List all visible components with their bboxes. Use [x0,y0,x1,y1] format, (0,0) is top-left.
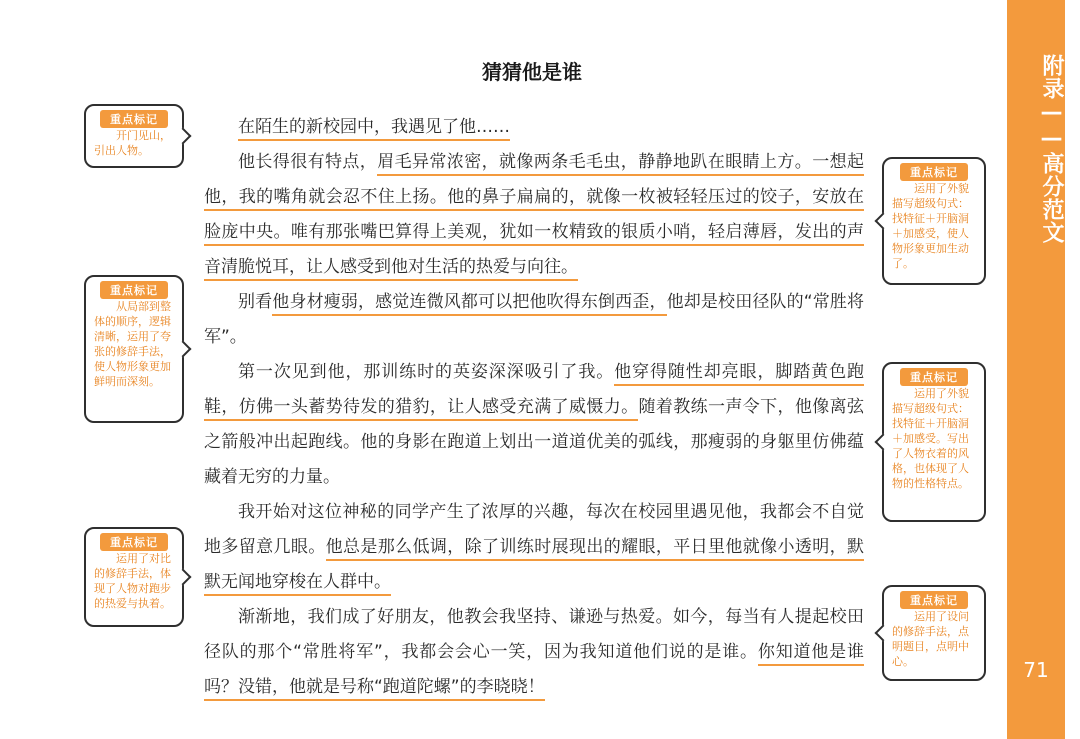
note-text: 运用了外貌描写超级句式：找特征＋开脑洞＋加感受，使人物形象更加生动了。 [892,182,969,270]
plain-text: 第一次见到他，那训练时的英姿深深吸引了我。 [238,362,615,382]
note-tag: 重点标记 [100,281,168,299]
note-tag: 重点标记 [900,163,968,181]
side-strip [1007,0,1065,739]
paragraph-1 [204,110,864,145]
plain-text: 随着教练一声令下，他像离弦之箭般冲出起跑线。他的身影在跑道上划出一道道优美的弧线，那瘦弱的身躯里仿佛蕴藏着无穷的力量。 [204,397,865,487]
note-text: 运用了设问的修辞手法，点明题目，点明中心。 [892,610,969,668]
note-text: 从局部到整体的顺序，逻辑清晰，运用了夸张的修辞手法，使人物形象更加鲜明而深刻。 [94,300,171,388]
paragraph-2 [204,145,864,285]
note-tag: 重点标记 [900,368,968,386]
plain-text: 他长得很有特点， [238,152,378,172]
underlined-text: 在陌生的新校园中，我遇见了他…… [238,117,510,141]
note-text: 开门见山，引出人物。 [94,129,171,157]
plain-text: 别看 [238,292,273,312]
page-number: 71 [1023,658,1049,682]
note-contrast [84,527,184,627]
underlined-text: 他身材瘦弱，感觉连微风都可以把他吹得东倒西歪， [272,292,666,316]
note-appearance-2 [882,362,986,522]
note-open-topic [84,104,184,168]
note-text: 运用了外貌描写超级句式：找特征＋开脑洞＋加感受。写出了人物衣着的风格，也体现了人物的性格特点。 [892,387,969,490]
underlined-text: 眉毛异常浓密，就像两条毛毛虫，静静地趴在眼睛上方。一想起他，我的嘴角就会忍不住上扬。他的鼻子扁扁的，就像一枚被轻轻压过的饺子，安放在脸庞中央。唯有那张嘴巴算得上美观，犹如一枚精致的银质小哨，轻启薄唇，发出的声音清脆悦耳，让人感受到他对生活的热爱与向往。 [204,152,864,281]
note-tag: 重点标记 [100,110,168,128]
plain-text: 渐渐地，我们成了好朋友，他教会我坚持、谦逊与热爱。如今，每当有人提起校田径队的那个“常胜将军”，我都会会心一笑，因为我知道他们说的是谁。 [204,607,864,662]
note-local-to-whole [84,275,184,423]
underlined-text: 他总是那么低调，除了训练时展现出的耀眼，平日里他就像小透明，默默无闻地穿梭在人群中。 [204,537,864,596]
note-text: 运用了对比的修辞手法，体现了人物对跑步的热爱与执着。 [94,552,171,610]
note-tag: 重点标记 [900,591,968,609]
underlined-text: 他穿得随性却亮眼，脚踏黄色跑鞋，仿佛一头蓄势待发的猎豹，让人感受充满了威慑力。 [204,362,864,421]
plain-text: 他却是校田径队的“常胜将军”。 [204,292,865,347]
paragraph-4 [204,355,864,495]
note-tag: 重点标记 [100,533,168,551]
plain-text: 我开始对这位神秘的同学产生了浓厚的兴趣，每次在校园里遇见他，我都会不自觉地多留意几眼。 [204,502,864,557]
note-rhetorical-question [882,585,986,681]
paragraph-3 [204,285,864,355]
paragraph-5 [204,495,864,600]
underlined-text: 你知道他是谁吗？没错，他就是号称“跑道陀螺”的李晓晓！ [204,642,864,701]
page-title: 猜猜他是谁 [482,60,582,84]
note-appearance-1 [882,157,986,285]
side-section-label: 附录——高分范文 [1039,54,1064,244]
paragraph-6 [204,600,864,705]
